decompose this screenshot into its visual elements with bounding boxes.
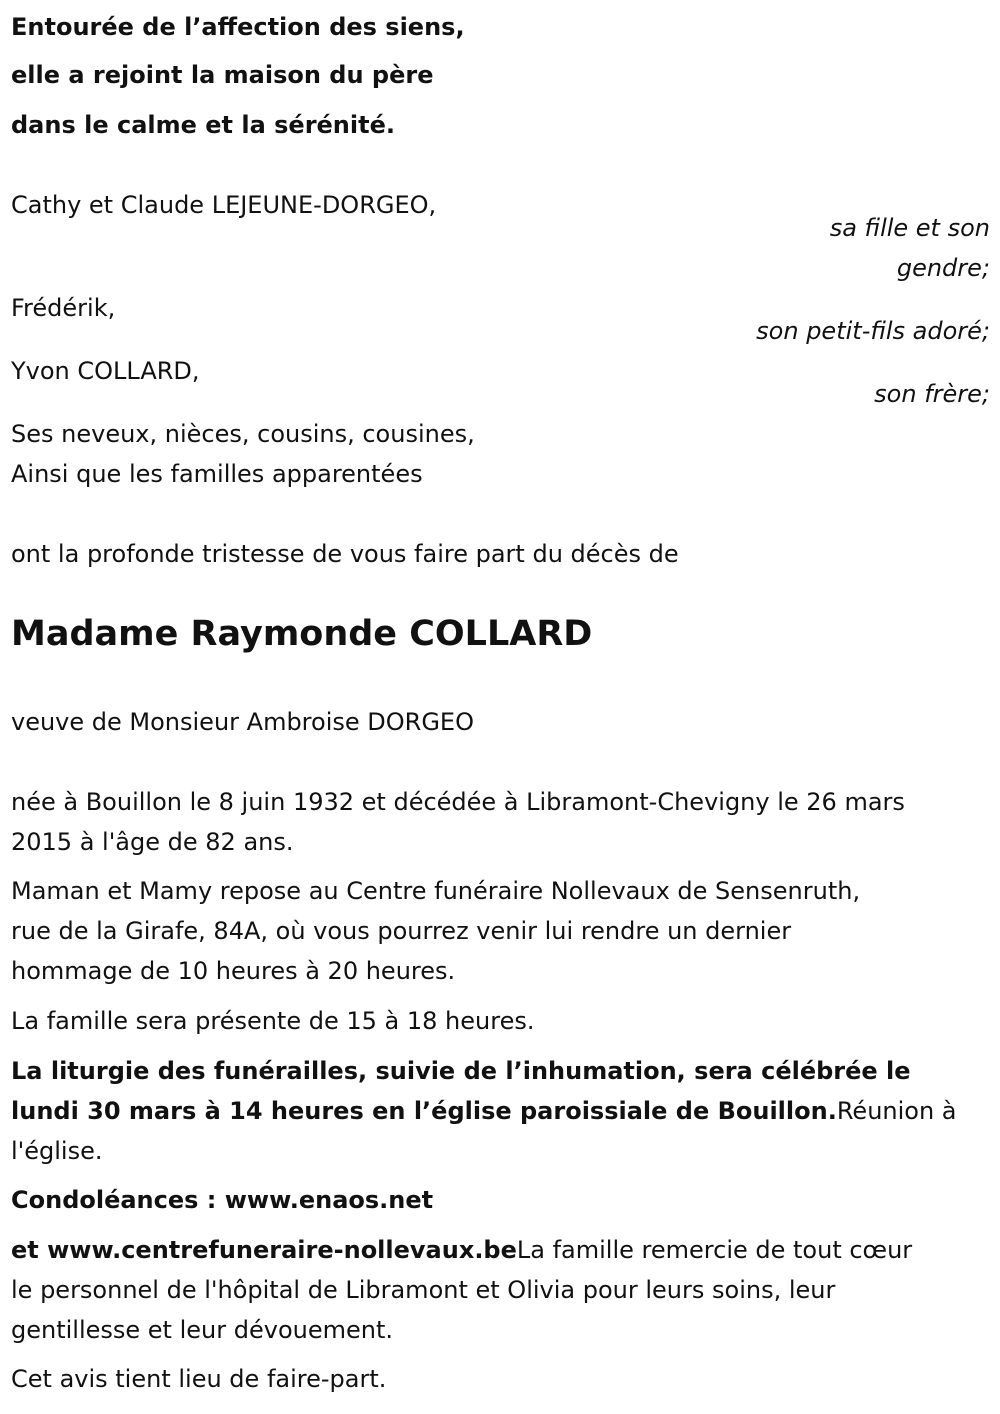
- condolences-line-2: [11, 1230, 912, 1270]
- deceased-name: Madame Raymonde COLLARD: [11, 614, 593, 654]
- intro-line-1: Entourée de l’affection des siens,: [11, 13, 465, 41]
- thanks-line-3: gentillesse et leur dévouement.: [11, 1316, 393, 1344]
- condolences-website: et www.centrefuneraire-nollevaux.be: [11, 1236, 517, 1264]
- rest-place-line-2: rue de la Girafe, 84A, où vous pourrez venir lui rendre un dernier: [11, 917, 792, 945]
- announcement: ont la profonde tristesse de vous faire part du décès de: [11, 540, 679, 568]
- thanks-line-2: le personnel de l'hôpital de Libramont et Olivia pour leurs soins, leur: [11, 1276, 836, 1304]
- condolences-line-1: Condoléances : www.enaos.net: [11, 1186, 434, 1214]
- family-cathy-claude-role-2: gendre;: [896, 254, 990, 282]
- closing-note: Cet avis tient lieu de faire-part.: [11, 1365, 387, 1393]
- thanks-start: La famille remercie de tout cœur: [516, 1236, 913, 1264]
- birth-death-line-2: 2015 à l'âge de 82 ans.: [11, 828, 294, 856]
- rest-place-line-1: Maman et Mamy repose au Centre funéraire Nollevaux de Sensenruth,: [11, 877, 861, 905]
- liturgy-line-2-rest: Réunion à: [836, 1097, 957, 1125]
- family-nephews: Ses neveux, nièces, cousins, cousines,: [11, 420, 475, 448]
- liturgy-line-2-bold: lundi 30 mars à 14 heures en l’église paroissiale de Bouillon.: [11, 1097, 837, 1125]
- rest-place-line-3: hommage de 10 heures à 20 heures.: [11, 957, 456, 985]
- family-present: La famille sera présente de 15 à 18 heures.: [11, 1007, 535, 1035]
- family-yvon-role: son frère;: [874, 380, 990, 408]
- birth-death-line-1: née à Bouillon le 8 juin 1932 et décédée à Libramont-Chevigny le 26 mars: [11, 788, 905, 816]
- intro-line-3: dans le calme et la sérénité.: [11, 111, 395, 139]
- liturgy-line-2: [11, 1091, 957, 1131]
- liturgy-line-1: La liturgie des funérailles, suivie de l’inhumation, sera célébrée le: [11, 1057, 911, 1085]
- family-cathy-claude: Cathy et Claude LEJEUNE-DORGEO,: [11, 191, 437, 219]
- family-frederik-role: son petit-fils adoré;: [756, 317, 990, 345]
- family-frederik: Frédérik,: [11, 294, 116, 322]
- intro-line-2: elle a rejoint la maison du père: [11, 61, 434, 89]
- liturgy-line-3: l'église.: [11, 1137, 103, 1165]
- family-cathy-claude-role-1: sa fille et son: [829, 214, 990, 242]
- widow-of: veuve de Monsieur Ambroise DORGEO: [11, 708, 474, 736]
- family-related: Ainsi que les familles apparentées: [11, 460, 423, 488]
- family-yvon: Yvon COLLARD,: [11, 357, 200, 385]
